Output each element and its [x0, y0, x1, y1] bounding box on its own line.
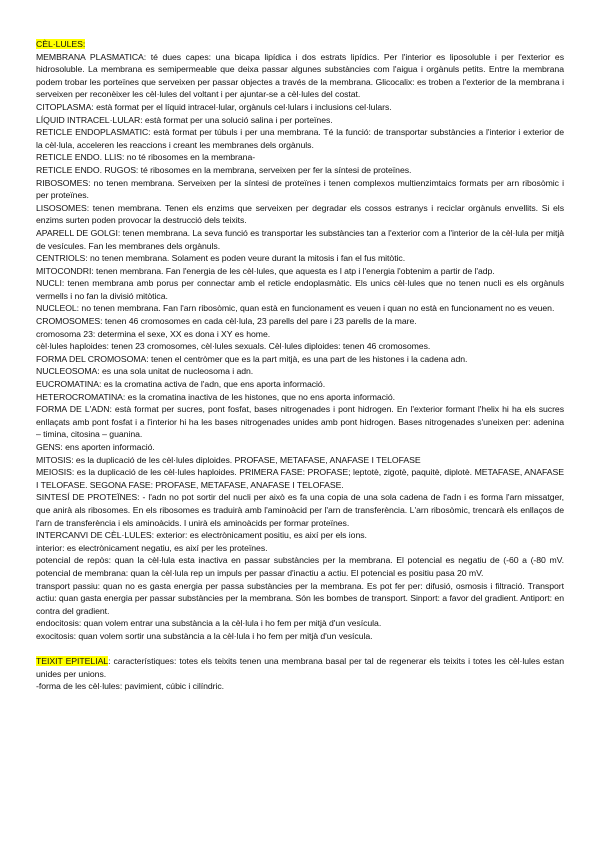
paragraph: endocitosis: quan volem entrar una substància a la cèl·lula i ho fem per mitjà d'un vesícula. [36, 618, 382, 629]
paragraph: CENTRIOLS: no tenen membrana. Solament es poden veure durant la mitosis i fan el fus mitòtic. [36, 253, 406, 264]
paragraph: EUCROMATINA: es la cromatina activa de l'adn, que ens aporta informació. [36, 379, 326, 390]
paragraph: APARELL DE GOLGI: tenen membrana. La seva funció es transportar les substàncies tan a l'exterior com a l'interior de la cèl·lula per mitjà de vesícules. Fan les membranes dels orgànuls. [36, 227, 564, 251]
paragraph: CROMOSOMES: tenen 46 cromosomes en cada cèl·lula, 23 parells del pare i 23 parells de la mare. [36, 316, 417, 327]
paragraph: MITOSIS: es la duplicació de les cèl·lules diploides. PROFASE, METAFASE, ANAFASE I TELOFASE [36, 454, 421, 465]
paragraph: SINTESÍ DE PROTEÏNES: - l'adn no pot sortir del nucli per això es fa una copia de una sola cadena de l'adn i es forma l'arn missatger, que anirà als ribosomes. En els ribosomes es traduirà amb l'aminoàcid per l'arn de transferència. L'arn ribosòmic, trencarà els enllaços de l'arn de transferència i els aminoàcids. I unirà els aminoàcids per formar proteïnes. [36, 492, 564, 528]
section-epithelial-body [36, 680, 564, 693]
section-cells-body [36, 51, 564, 643]
section-title-epithelial [36, 655, 564, 680]
paragraph: MEMBRANA PLASMATICA: té dues capes: una bicapa lipídica i dos estrats lipídics. Per l'interior es liposoluble i per l'exterior es hidrosoluble. La membrana es semipermeable que deixa passar algunes substàncies com l'aigua i orgànuls petits. Entre la membrana podem trobar les porteïnes que serveixen per passar objectes a través de la membrana. Glicocalix: es troben a l'exterior de la membrana i serveixen per reconèixer les cèl·lules del voltant i per ajuntar-se a cèl·lules del costat. [36, 51, 564, 100]
paragraph: NUCLEOL: no tenen membrana. Fan l'arn ribosòmic, quan està en funcionament es veuen i quan no està en funcionament no es veuen. [36, 303, 555, 314]
paragraph: cèl·lules haploides: tenen 23 cromosomes, cèl·lules sexuals. Cèl·lules diploides: tenen 46 cromosomes. [36, 341, 431, 352]
paragraph: LISOSOMES: tenen membrana. Tenen els enzims que serveixen per degradar els cossos estranys i reciclar orgànuls envellits. Si els enzims surten poden provocar la destrucció dels teixits. [36, 202, 564, 226]
paragraph: RETICLE ENDO. LLIS: no té ribosomes en la membrana- [36, 152, 256, 163]
paragraph-gap [36, 643, 564, 656]
paragraph: interior: es electrònicament negatiu, es així per les proteïnes. [36, 542, 268, 553]
paragraph: INTERCANVI DE CÈL·LULES: exterior: es electrònicament positiu, es així per els ions. [36, 530, 367, 541]
paragraph: NUCLEOSOMA: es una sola unitat de nucleosoma i adn. [36, 366, 254, 377]
paragraph: MITOCONDRI: tenen membrana. Fan l'energia de les cèl·lules, que aquesta es l atp i l'energia l'obtenim a partir de l'adp. [36, 265, 495, 276]
paragraph: LÍQUID INTRACEL·LULAR: està format per una solució salina i per porteïnes. [36, 114, 333, 125]
paragraph: GENS: ens aporten informació. [36, 442, 155, 452]
paragraph: exocitosis: quan volem sortir una substància a la cèl·lula i ho fem per mitjà d'un vesícula. [36, 630, 373, 641]
paragraph: potencial de repòs: quan la cèl·lula esta inactiva en passar substàncies per la membrana. El potencial es negatiu de (-60 a (-80 mV. potencial de membrana: quan la cèl·lula rep un impuls per passar d'inactiu a actiu. El potencial es positiu pasa 20 mV. [36, 555, 564, 578]
paragraph: RIBOSOMES: no tenen membrana. Serveixen per la síntesi de proteïnes i tenen complexos multienzimtaics formats per arn ribosòmic i per proteïnes. [36, 177, 564, 201]
section-title-cells [36, 38, 564, 51]
paragraph: FORMA DE L'ADN: està format per sucres, pont fosfat, bases nitrogenades i pont hidrogen. En l'exterior formant l'helix hi ha els sucres enllaçats amb pont fosfat i a l'interior hi ha les bases nitrogenades unides amb pont hidrogen. Bases nitrogenades s'uneixen per: adenina – timina, citosina – guanina. [36, 404, 564, 440]
highlighted-title: CÈL·LULES: [36, 39, 86, 49]
paragraph: RETICLE ENDO. RUGOS: té ribosomes en la membrana, serveixen per fer la síntesi de proteïnes. [36, 164, 412, 175]
paragraph: MEIOSIS: es la duplicació de les cèl·lules haploides. PRIMERA FASE: PROFASE; leptotè, zigotè, paquitè, diplotè. METAFASE, ANAFASE I TELOFASE. SEGONA FASE: PROFASE, METAFASE, ANAFASE I TELOFASE. [36, 467, 564, 490]
paragraph: NUCLI: tenen membrana amb porus per connectar amb el reticle endoplasmàtic. Els unics cèl·lules que no tenen nucli es els orgànuls vermells i no fan la divisió mitòtica. [36, 278, 564, 301]
paragraph: HETEROCROMATINA: es la cromatina inactiva de les histones, que no ens aporta informació. [36, 391, 396, 402]
highlighted-title: TEIXIT EPITELIAL [36, 656, 109, 667]
paragraph: -forma de les cèl·lules: pavimient, cúbic i cilíndric. [36, 681, 225, 692]
document-page [36, 38, 564, 693]
paragraph: FORMA DEL CROMOSOMA: tenen el centròmer que es la part mitjà, es una part de les histones i la cadena adn. [36, 353, 468, 364]
paragraph: RETICLE ENDOPLASMATIC: està format per túbuls i per una membrana. Té la funció: de transportar substàncies a l'interior i exterior de la cèl·lula, acceleren les reaccions i creant les membranes dels orgànuls. [36, 127, 564, 150]
section-intro-text: : característiques: totes els teixits tenen una membrana basal per tal de regenerar els teixits i totes les cèl·lules estan unides per unions. [36, 656, 564, 679]
paragraph: cromosoma 23: determina el sexe, XX es dona i XY es home. [36, 328, 271, 339]
paragraph: transport passiu: quan no es gasta energia per passa substàncies per la membrana. Es pot fer per: difusió, osmosis i filtració. Transport actiu: quan gasta energia per passar substàncies per la membrana. Són les bombes de transport. Sinport: a favor del gradient. Antiport: en contra del gradient. [36, 580, 564, 616]
paragraph: CITOPLASMA: està format per el líquid intracel·lular, orgànuls cel·lulars i inclusions cel·lulars. [36, 101, 392, 112]
